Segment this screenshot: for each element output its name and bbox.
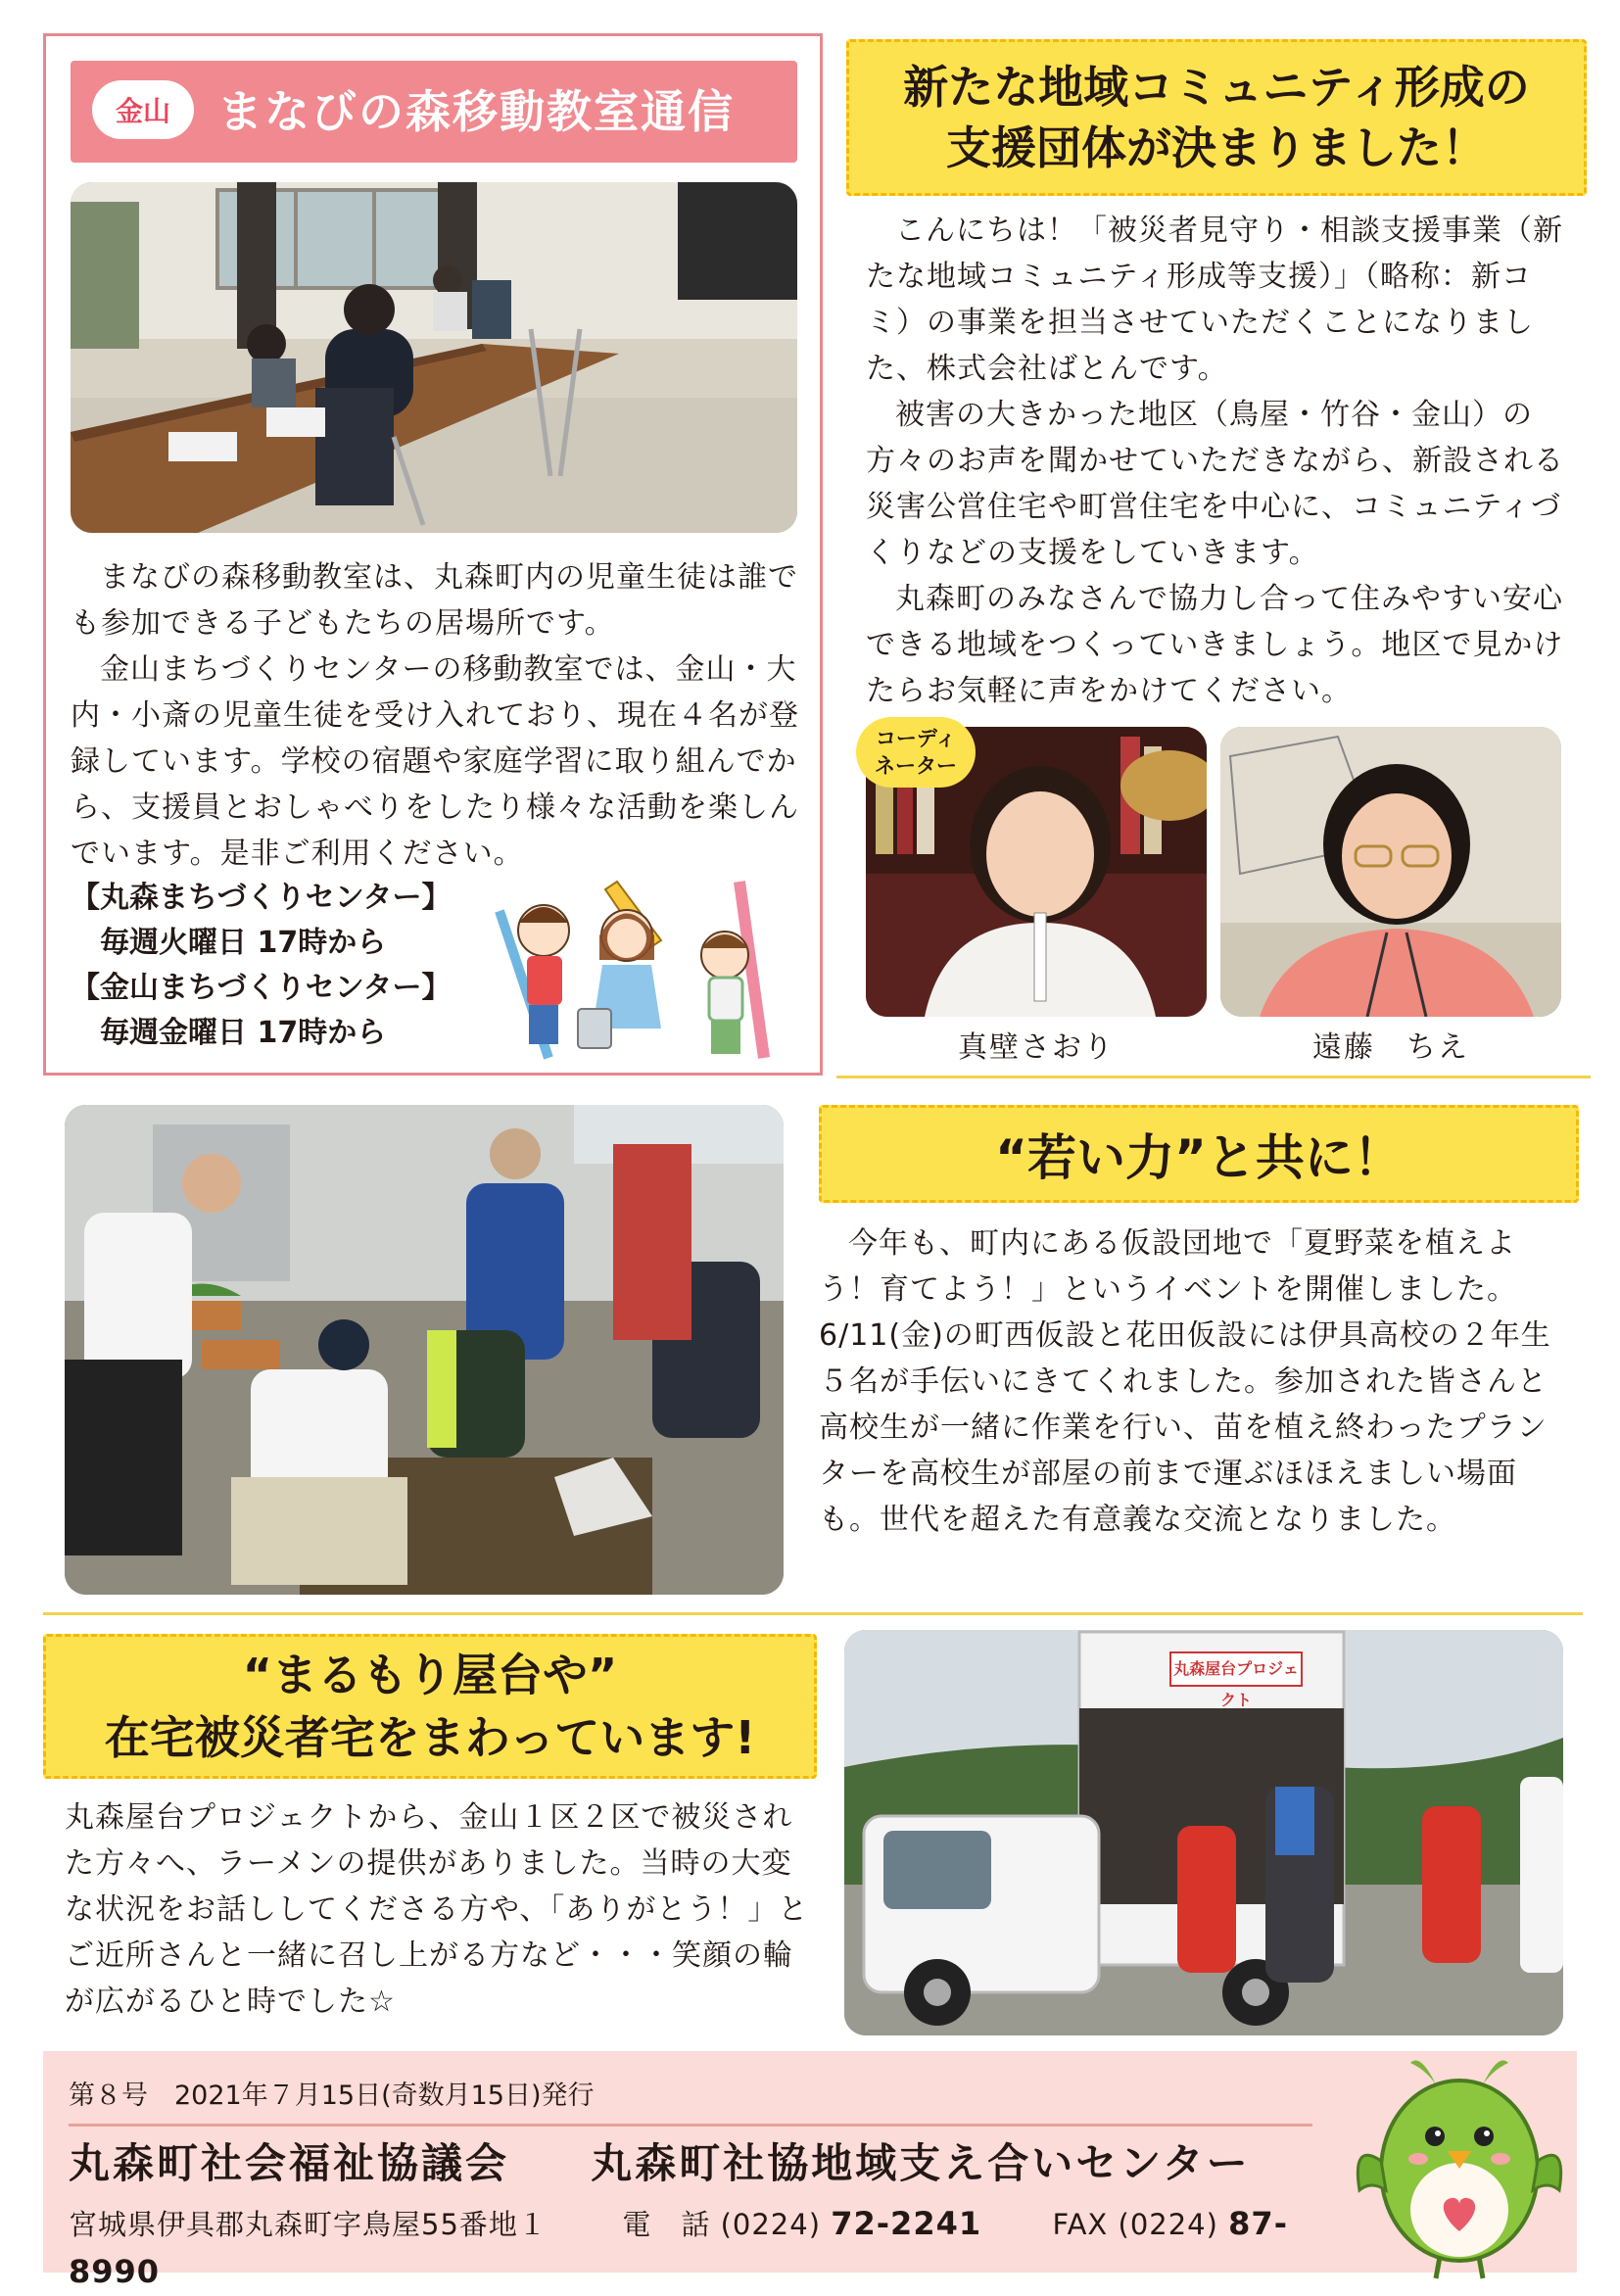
schedule-time-2: 毎週金曜日 17時から xyxy=(100,1016,387,1050)
tel-area-code: (0224) xyxy=(720,2208,822,2241)
community-text-block xyxy=(866,208,1567,714)
divider-middle xyxy=(43,1612,1583,1615)
issue-info: 第８号 2021年７月15日(奇数月15日)発行 xyxy=(69,2081,595,2111)
schedule-time-1: 毎週火曜日 17時から xyxy=(100,926,387,960)
mascot-bird-icon xyxy=(1342,2043,1577,2284)
planting-photo xyxy=(65,1105,784,1595)
organization-name-1: 丸森町社会福祉協議会 xyxy=(69,2139,510,2187)
organization-name-2: 丸森町社協地域支え合いセンター xyxy=(591,2139,1251,2187)
young-paragraph: 今年も、町内にある仮設団地で「夏野菜を植えよう！育てよう！」というイベントを開催しました。6/11(金)の町西仮設と花田仮設には伊具高校の２年生５名が手伝いにきてくれました。参加された皆さんと高校生が一緒に作業を行い、苗を植え終わったプランターを高校生が部屋の前まで運ぶほほえましい場面も。世代を超えた有意義な交流となりました。 xyxy=(819,1226,1551,1537)
schedule-place-2: 【金山まちづくりセンター】 xyxy=(71,971,452,1005)
coordinator-badge-line-2: ネーター xyxy=(875,754,957,778)
manabi-text-block xyxy=(71,554,803,877)
manabi-schedule xyxy=(71,876,482,1056)
footer-divider xyxy=(69,2124,1312,2127)
yatai-heading xyxy=(43,1634,817,1779)
yatai-title-line-2: 在宅被災者宅をまわっています! xyxy=(104,1711,756,1764)
manabi-title: まなびの森移動教室通信 xyxy=(217,85,735,138)
person-photo-endo xyxy=(1220,727,1561,1017)
community-paragraph-3: 丸森町のみなさんで協力し合って住みやすい安心できる地域をつくっていきましょう。地区で見かけたらお気軽に声をかけてください。 xyxy=(866,582,1564,708)
fax-number: 87-8990 xyxy=(69,2205,1288,2290)
truck-sign: 丸森屋台プロジェクト xyxy=(1169,1651,1303,1687)
young-text-block xyxy=(819,1220,1563,1543)
kids-illustration xyxy=(490,862,803,1068)
contact-info xyxy=(69,2200,1342,2290)
yatai-paragraph: 丸森屋台プロジェクトから、金山１区２区で被災された方々へ、ラーメンの提供がありました。当時の大変な状況をお話ししてくださる方や、「ありがとう！」とご近所さんと一緒に召し上がる方など・・・笑顔の輪が広がるひと時でした☆ xyxy=(65,1800,809,2019)
classroom-photo xyxy=(71,182,797,533)
fax-area-code: (0224) xyxy=(1118,2208,1218,2241)
yatai-text-block xyxy=(65,1794,819,2025)
divider-right-1 xyxy=(836,1076,1591,1078)
location-badge: 金山 xyxy=(92,80,194,139)
community-paragraph-2: 被害の大きかった地区（鳥屋・竹谷・金山）の方々のお声を聞かせていただきながら、新設される災害公営住宅や町営住宅を中心に、コミュニティづくりなどの支援をしていきます。 xyxy=(866,398,1564,570)
young-title: “若い力”と共に！ xyxy=(995,1129,1403,1186)
schedule-place-1: 【丸森まちづくりセンター】 xyxy=(71,881,452,915)
young-heading xyxy=(819,1105,1579,1203)
coordinator-badge-line-1: コーディ xyxy=(875,727,957,750)
fax-label: FAX xyxy=(1052,2208,1109,2241)
organization-names xyxy=(69,2133,1342,2194)
address: 宮城県伊具郡丸森町字鳥屋55番地１ xyxy=(69,2208,548,2241)
person-name-endo: 遠藤 ちえ xyxy=(1312,1030,1469,1065)
community-title-line-1: 新たな地域コミュニティ形成の xyxy=(903,61,1530,114)
yatai-title-line-1: “まるもり屋台や” xyxy=(242,1649,618,1701)
manabi-paragraph-2: 金山まちづくりセンターの移動教室では、金山・大内・小斎の児童生徒を受け入れており、現在４名が登録しています。学校の宿題や家庭学習に取り組んでから、支援員とおしゃべりをしたり様々な活動を楽しんでいます。是非ご利用ください。 xyxy=(71,652,799,871)
person-name-makabe: 真壁さおり xyxy=(958,1030,1115,1065)
manabi-paragraph-1: まなびの森移動教室は、丸森町内の児童生徒は誰でも参加できる子どもたちの居場所です。 xyxy=(71,560,798,641)
coordinator-badge xyxy=(856,717,976,788)
community-heading xyxy=(846,39,1587,196)
tel-number: 72-2241 xyxy=(831,2205,982,2242)
tel-label: 電 話 xyxy=(622,2208,711,2241)
food-truck-photo xyxy=(844,1630,1563,2035)
community-title-line-2: 支援団体が決まりました！ xyxy=(946,121,1487,174)
community-paragraph-1: こんにちは！「被災者見守り・相談支援事業（新たな地域コミュニティ形成等支援）」（略称：新コミ）の事業を担当させていただくことになりました、株式会社ばとんです。 xyxy=(866,214,1563,386)
